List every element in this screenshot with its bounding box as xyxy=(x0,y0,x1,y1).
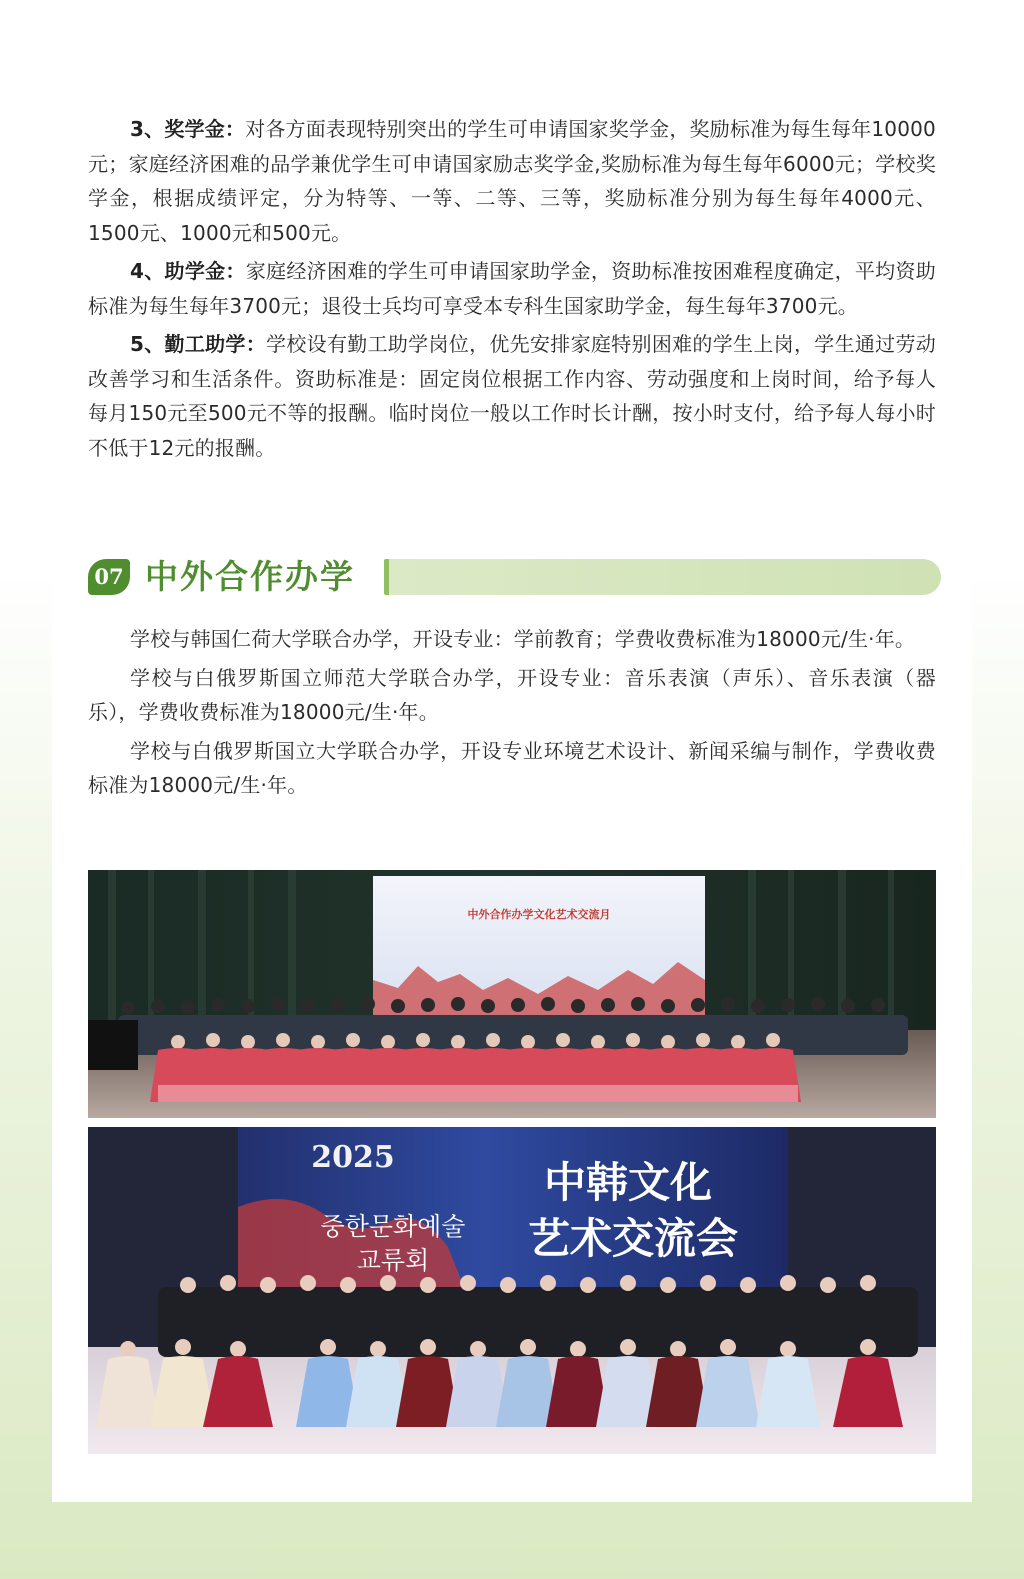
grant-paragraph xyxy=(88,254,936,323)
photo-2-korean-line2: 교류회 xyxy=(356,1246,430,1275)
scholarship-heading: 3、奖学金： xyxy=(130,117,246,141)
cooperation-paragraph-belarus-normal: 学校与白俄罗斯国立师范大学联合办学，开设专业：音乐表演（声乐）、音乐表演（器乐），学费收费标准为18000元/生·年。 xyxy=(88,665,936,724)
cooperation-section xyxy=(88,622,936,807)
cooperation-paragraph-belarus-state: 学校与白俄罗斯国立大学联合办学，开设专业环境艺术设计、新闻采编与制作，学费收费标准为18000元/生·年。 xyxy=(88,738,936,797)
grant-text: 家庭经济困难的学生可申请国家助学金，资助标准按困难程度确定，平均资助标准为每生每年3700元；退役士兵均可享受本专科生国家助学金，每生每年3700元。 xyxy=(88,259,936,318)
work-study-text: 学校设有勤工助学岗位，优先安排家庭特别困难的学生上岗，学生通过劳动改善学习和生活条件。资助标准是：固定岗位根据工作内容、劳动强度和上岗时间，给予每人每月150元至500元不等的报酬。临时岗位一般以工作时长计酬，按小时支付，给予每人每小时不低于12元的报酬。 xyxy=(88,332,936,460)
scholarship-paragraph xyxy=(88,112,936,250)
scholarship-text: 对各方面表现特别突出的学生可申请国家奖学金，奖励标准为每生每年10000元；家庭经济困难的品学兼优学生可申请国家励志奖学金,奖励标准为每生每年6000元；学校奖学金，根据成绩评定，分为特等、一等、二等、三等，奖励标准分别为每生每年4000元、1500元、1000元和500元。 xyxy=(88,117,936,245)
section-title: 中外合作办学 xyxy=(145,557,355,596)
photo-cultural-exchange-month xyxy=(88,870,936,1118)
photo-2-chinese-line1: 中韩文化 xyxy=(543,1158,713,1207)
section-header xyxy=(88,556,936,600)
photo-2-chinese-line2: 艺术交流会 xyxy=(527,1214,739,1263)
cooperation-paragraph-korea: 学校与韩国仁荷大学联合办学，开设专业：学前教育；学费收费标准为18000元/生·年。 xyxy=(130,627,916,651)
section-number-badge: 07 xyxy=(88,559,130,595)
photo-2-korean-line1: 중한문화예술 xyxy=(320,1212,466,1241)
work-study-paragraph xyxy=(88,327,936,465)
photo-1-image xyxy=(88,870,936,1118)
photo-china-korea-exchange xyxy=(88,1127,936,1454)
grant-heading: 4、助学金： xyxy=(130,259,246,283)
work-study-heading: 5、勤工助学： xyxy=(130,332,267,356)
photo-2-year: 2025 xyxy=(311,1140,395,1175)
section-decor-bar xyxy=(384,559,941,595)
photo-1-banner-title: 中外合作办学文化艺术交流月 xyxy=(467,908,611,921)
financial-aid-section xyxy=(88,112,936,469)
photo-2-image xyxy=(88,1127,936,1454)
